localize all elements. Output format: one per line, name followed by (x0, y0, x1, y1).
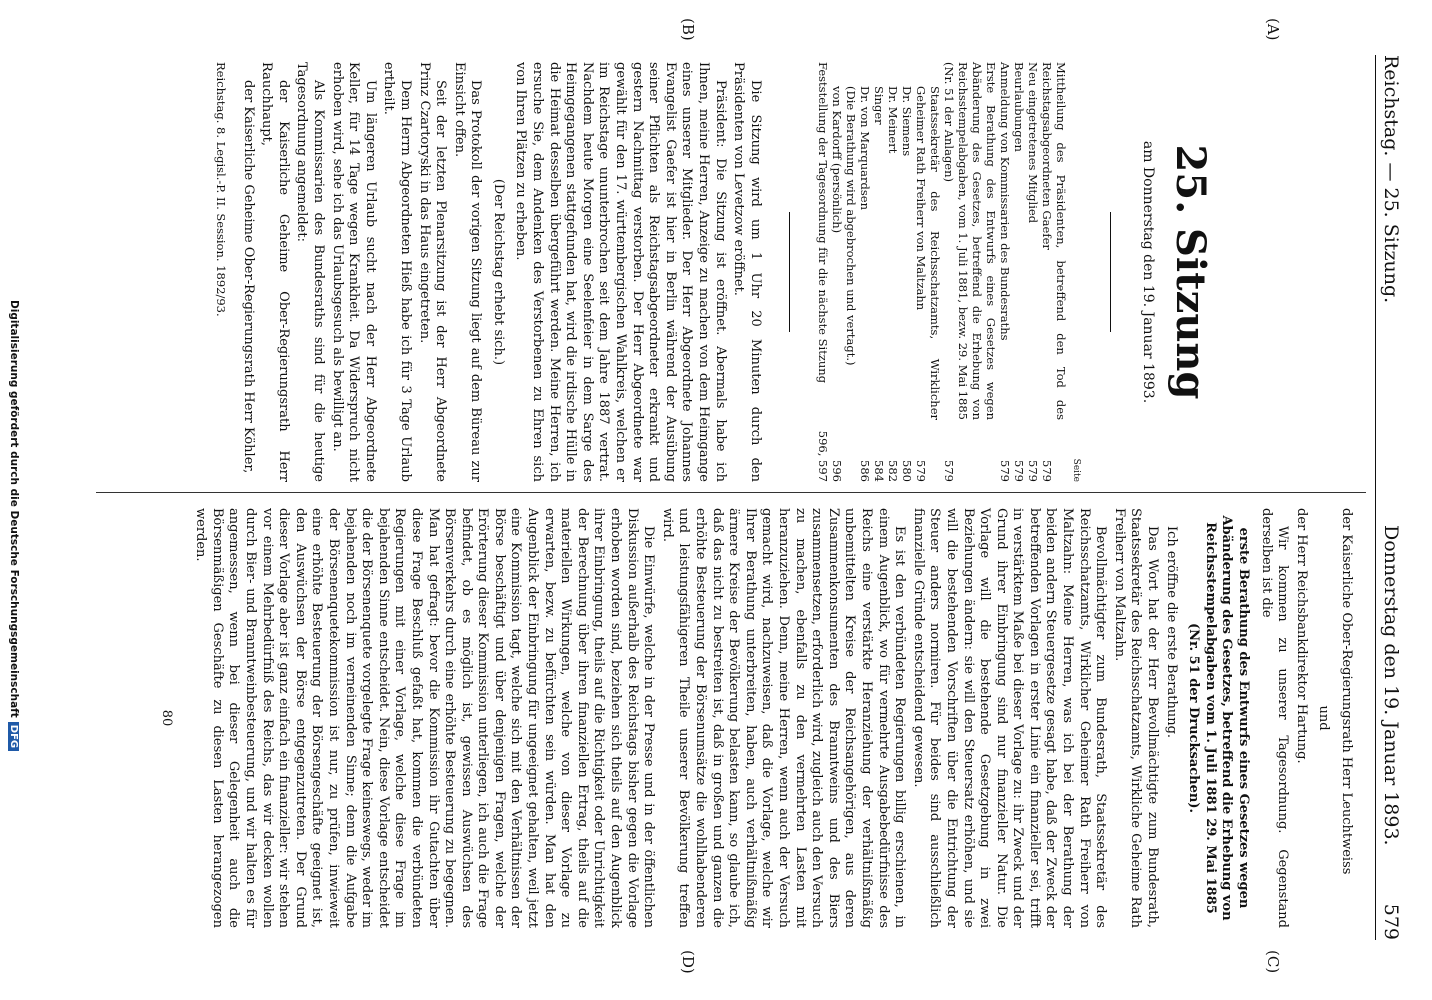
paragraph: der Kaiserliche Geheime Ober-Regierungsrath Herr Köhler, (240, 80, 256, 474)
toc-row (914, 62, 942, 482)
margin-mark-c: (C) (1264, 950, 1282, 974)
header-left: Reichstag. — 25. Sitzung. (1380, 55, 1402, 304)
toc-entry-page: 579 (1039, 460, 1054, 482)
margin-mark-d: (D) (679, 950, 697, 974)
toc-row (886, 62, 900, 482)
digitization-notice (8, 300, 20, 751)
header-date: Donnerstag den 19. Januar 1893. (1380, 525, 1402, 846)
toc-row (900, 62, 914, 482)
title-rule (1110, 212, 1111, 332)
toc-entry-text: Singer (871, 86, 886, 125)
toc-entry-page: 586 (857, 460, 872, 482)
paragraph: Wir kommen zu unserer Tagesordnung. Gegenstand derselben ist die (1258, 508, 1291, 928)
toc-entry-text: Dr. von Marquardsen (857, 86, 872, 210)
toc-row (1040, 62, 1068, 482)
toc-entry-page: 580 (899, 460, 914, 482)
paragraph: (Der Reichstag erhebt sich.) (490, 178, 506, 366)
toc-entry-text: Feststellung der Tagesordnung für die nächste Sitzung (815, 62, 830, 384)
table-of-contents (816, 62, 1068, 482)
paragraph: der Herr Reichsbankdirektor Hartung. (1293, 508, 1309, 764)
right-body-text (192, 508, 1354, 928)
toc-row (858, 62, 872, 482)
paragraph: Die Einwürfe, welche in der Presse und in der öffentlichen Diskussion außerhalb des Reichstags bisher gegen die Vorlage erhoben worden sind, beziehen sich theils auf den Augenblick ihrer Einbringung, theils auf die Richtigkeit oder Unrichtigkeit der Berechnung über ihren finanziellen Ertrag, theils auf die materiellen Wirkungen, welche von dieser Vorlage zu erwarten, bezw. zu befürchten sein würden. Man hat den Augenblick der Einbringung für ungeeignet gehalten, weil jetzt eine Kommission tagt, welche sich mit den Verhältnissen der Börse beschäftigt und über denjenigen Fragen, welche der Erörterung dieser Kommission unterliegen, ich auch die Frage befindet, ob es möglich ist, gewissen Auswüchsen des Börsenverkehrs durch eine erhöhte Besteuerung zu begegnen. Man hat gefragt: bevor die Kommission ihr Gutachten über diese Frage Beschluß gefaßt hat, kommen die verbündeten Regierungen mit einer Vorlage, welche diese Frage im bejahenden Sinne entscheidet. Nein, diese Vorlage entscheidet die der Börsenenquete vorgelegte Frage keineswegs, weder im bejahenden noch im verneinenden Sinne; denn die Aufgabe der Börsenenquetekommission ist nur, zu prüfen, inwieweit eine erhöhte Besteuerung der Börsengeschäfte geeignet ist, den Auswüchsen der Börse entgegenzutreten. Der Grund dieser Vorlage aber ist ganz einfach ein finanzieller: wir stehen vor einem Mehrbedürfniß des Reichs, das wir decken wollen durch Bier- und Branntweinbesteuerung, und wir halten es für angemessen, wenn bei dieser Gelegenheit auch die Börsenmäßigen Geschäfte zu diesen Lasten herangezogen werden. (193, 508, 657, 928)
session-title: 25. Sitzung (1167, 144, 1214, 400)
toc-row (1026, 62, 1040, 482)
toc-entry-text: Staatssekretär des Reichsschatzamts, Wirklicher Geheimer Rath Freiherr von Maltzahn (913, 86, 942, 420)
left-body-text (239, 62, 763, 482)
toc-row (816, 62, 830, 482)
paragraph: der Kaiserliche Geheime Ober-Regierungsrath Herr Rauchhaupt, (259, 62, 291, 482)
running-header (1375, 55, 1406, 940)
paragraph: Seit der letzten Plenarsitzung ist der Herr Abgeordnete Prinz Czartoryski in das Haus eingetreten. (416, 62, 449, 482)
paragraph: Als Kommissarien des Bundesraths sind für die heutige Tagesordnung angemeldet: (294, 62, 326, 482)
toc-rule (789, 212, 790, 332)
paragraph: und (1316, 705, 1332, 731)
toc-entry-text: (Die Berathung wird abgebrochen und vertagt.) (843, 86, 858, 366)
paragraph: Das Wort hat der Herr Bevollmächtigte zum Bundesrath, Staatssekretär des Reichsschatzamts, Wirkliche Geheime Rath Freiherr von Maltzahn. (1111, 508, 1161, 928)
toc-entry-page: 579 (941, 460, 956, 482)
session-date: am Donnerstag den 19. Januar 1893. (1140, 140, 1156, 404)
toc-row (844, 62, 858, 482)
paragraph: erste Berathung des Entwurfs eines Gesetzes wegen Abänderung des Gesetzes, betreffend die Erhebung von Reichsstempelabgaben vom 1. Juli 1881 29. Mai 1885 (Nr. 51 der Drucksachen). (1186, 515, 1252, 921)
toc-entry-text: Erste Berathung des Entwurfs eines Gesetzes wegen Abänderung des Gesetzes, betreffend die Erhebung von Reichsstempelabgaben, vom 1. Juli 1881, bezw. 29. Mai 1885 (Nr. 51 der Anlagen) (941, 62, 998, 420)
margin-mark-b: (B) (679, 18, 697, 41)
paragraph: Die Sitzung wird um 1 Uhr 20 Minuten durch den Präsidenten von Levetzow eröffnet. (731, 62, 763, 482)
toc-page-heading: Seite (1071, 458, 1082, 482)
toc-entry-page (844, 426, 858, 482)
footnote: Reichstag. 8. Legisl.-P. II. Session. 1892/93. (214, 62, 228, 317)
margin-mark-a: (A) (1264, 18, 1282, 41)
toc-row (872, 62, 886, 482)
column-divider (96, 492, 1366, 493)
paragraph: der Kaiserliche Ober-Regierungsrath Herr Leuchtweiss (1339, 508, 1354, 875)
toc-entry-text: Anmeldung von Kommissarien des Bundesraths (997, 62, 1012, 341)
toc-entry-text: von Kardorff (persönlich) (829, 86, 844, 234)
toc-row (942, 62, 998, 482)
toc-entry-text: Dr. Meinert (885, 86, 900, 154)
toc-entry-text: Beurlaubungen (1011, 62, 1026, 152)
toc-entry-text: Neu eingetretenes Mitglied (1025, 62, 1040, 224)
toc-entry-page: 582 (885, 460, 900, 482)
digitization-notice-text: Digitalisierung gefördert durch die Deutsche Forschungsgemeinschaft (8, 300, 20, 718)
paragraph: Es ist den verbündeten Regierungen billig erschienen, in einem Augenblick, wo für vermehrte Ausgabebedürfnisse des Reichs eine verstärkte Heranziehung der verhältnißmäßig unbemittelten Kreise der Reichsangehörigen, aus deren Zusammenkonsumenten des Branntweins und des Biers zusammensetzen, erforderlich wird, zugleich auch den Versuch zu machen, ebenfalls zu den vermehrten Lasten mit heranzuziehen. Denn, meine Herren, wenn auch der Versuch gemacht wird, nachzuweisen, daß die Vorlage, welche wir Ihrer Berathung unterbreiten, haben, auch verhältnißmäßig ärmere Kreise der Bevölkerung belasten kann, so glaube ich, daß das nicht zu bestreiten ist, daß in großen und ganzen die erhöhte Besteuerung der Börsenumsätze die wohlhabenderen und leistungsfähigeren Theile unserer Bevölkerung treffen wird. (659, 508, 908, 928)
toc-row (830, 62, 844, 482)
toc-entry-page: 579 (913, 460, 928, 482)
toc-entry-page: 584 (871, 460, 886, 482)
paragraph: Das Protokoll der vorigen Sitzung liegt auf dem Büreau zur Einsicht offen. (451, 62, 484, 482)
paragraph: Bevollmächtigter zum Bundesrath, Staatssekretär des Reichsschatzamts, Wirklicher Geheimer Rath Freiherr von Maltzahn: Meine Herren, was ich bei der Berathung der beiden andern Steuergesetze gesagt habe, daß der Zweck der betreffenden Vorlagen in erster Linie ein finanzieller sei, trifft in verstärktem Maße bei dieser Vorlage zu: ihr Zweck und der Grund ihrer Einbringung sind nur finanzieller Natur. Die Vorlage will die bestehende Gesetzgebung in zwei Beziehungen ändern: sie will den Steuersatz erhöhen, und sie will die bestehenden Vorschriften über die Entrichtung der Steuer anders normiren. Für beides sind ausschließlich finanzielle Gründe entscheidend gewesen. (910, 508, 1109, 928)
toc-row (998, 62, 1012, 482)
sheet-number: 80 (158, 709, 174, 727)
toc-entry-text: Mittheilung des Präsidenten, betreffend den Tod des Reichstagsabgeordneten Gaefer (1039, 62, 1068, 420)
toc-entry-page: 579 (1025, 460, 1040, 482)
toc-entry-page: 579 (997, 460, 1012, 482)
toc-entry-text: Dr. Siemens (899, 86, 914, 157)
toc-entry-page: 579 (1011, 460, 1026, 482)
toc-row (1012, 62, 1026, 482)
toc-entry-page: 596 (829, 460, 844, 482)
paragraph: Präsident: Die Sitzung ist eröffnet. Abermals habe ich Ihnen, meine Herren, Anzeige zu machen von dem Heimgange eines unserer Mitglieder. Der Herr Abgeordnete Johannes Evangelist Gaefer ist hier in Berlin während der Ausübung seiner Pflichten als Reichstagsabgeordneter erkrankt und gestern Nachmittag verstorben. Der Herr Abgeordnete war gewählt für den 17. württembergischen Wahlkreis, welchen er im Reichstage ununterbrochen seit dem Jahre 1887 vertrat. Nachdem heute Morgen eine Seelenfeier in dem Sarge des Heimgegangenen stattgefunden hat, wird die irdische Hülle in die Heimat desselben übergeführt werden. Meine Herren, ich ersuche Sie, dem Andenken des Verstorbenen zu Ehren sich von Ihren Plätzen zu erheben. (513, 62, 728, 482)
dfg-logo: DFG (8, 722, 19, 751)
page-number: 579 (1380, 903, 1402, 940)
paragraph: Dem Herrn Abgeordneten Hieß habe ich für 3 Tage Urlaub ertheilt. (381, 62, 413, 482)
paragraph: Um längeren Urlaub sucht nach der Herr Abgeordnete Keller, für 14 Tage wegen Krankheit. Da Widerspruch nicht erhoben wird, sehe ich das Urlaubsgesuch als bewilligt an. (329, 62, 378, 482)
paragraph: Ich eröffne die erste Berathung. (1163, 526, 1179, 739)
right-column (157, 508, 1354, 928)
toc-entry-page: 596, 597 (815, 430, 830, 482)
left-column (212, 62, 1354, 482)
